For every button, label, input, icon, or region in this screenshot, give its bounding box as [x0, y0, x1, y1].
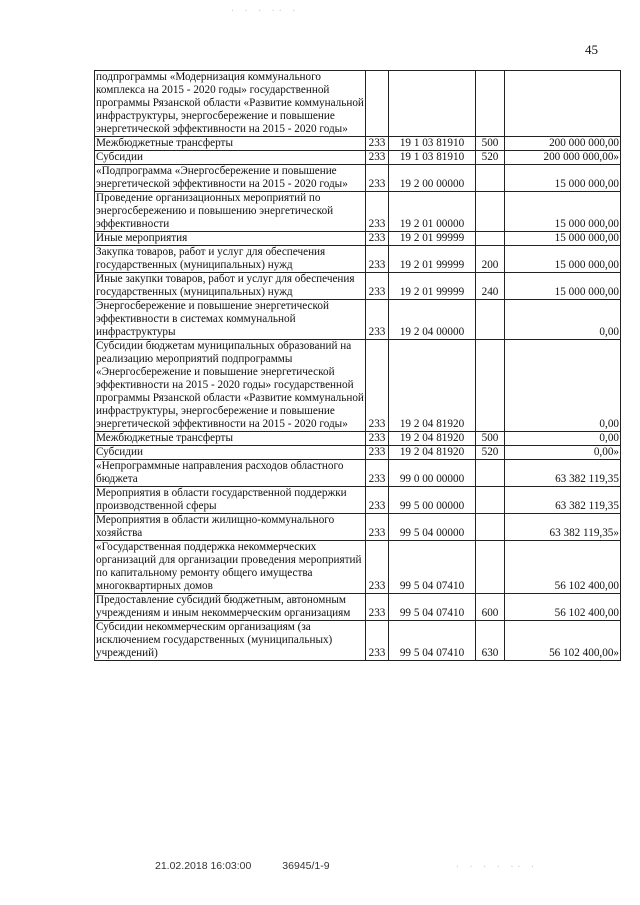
- row-expense-type: 200: [476, 246, 505, 273]
- row-amount: 15 000 000,00: [505, 192, 621, 232]
- row-name: Субсидии: [95, 446, 366, 460]
- row-ministry-code: 233: [366, 232, 389, 246]
- row-name: Иные мероприятия: [95, 232, 366, 246]
- table-row: [95, 151, 621, 165]
- table-row: [95, 165, 621, 192]
- table-row: [95, 594, 621, 621]
- row-target-article: 99 5 00 00000: [389, 487, 476, 514]
- row-amount: 63 382 119,35: [505, 487, 621, 514]
- row-target-article: 99 0 00 00000: [389, 460, 476, 487]
- row-expense-type: 240: [476, 273, 505, 300]
- row-name: Энергосбережение и повышение энергетической эффективности в системах коммунальной инфраструктуры: [95, 300, 366, 340]
- table-row: [95, 300, 621, 340]
- row-ministry-code: 233: [366, 137, 389, 151]
- row-name: «Непрограммные направления расходов областного бюджета: [95, 460, 366, 487]
- table-row: [95, 340, 621, 432]
- row-target-article: 19 2 04 81920: [389, 446, 476, 460]
- row-target-article: 99 5 04 07410: [389, 594, 476, 621]
- row-amount: 56 102 400,00: [505, 594, 621, 621]
- row-target-article: 99 5 04 07410: [389, 621, 476, 661]
- row-amount: [505, 71, 621, 137]
- budget-table-body: [95, 71, 621, 661]
- table-row: [95, 514, 621, 541]
- row-amount: 0,00: [505, 432, 621, 446]
- row-target-article: 19 2 00 00000: [389, 165, 476, 192]
- row-target-article: 99 5 04 07410: [389, 541, 476, 594]
- row-ministry-code: 233: [366, 300, 389, 340]
- budget-table: [94, 70, 621, 661]
- row-ministry-code: 233: [366, 460, 389, 487]
- table-row: [95, 232, 621, 246]
- table-row: [95, 246, 621, 273]
- table-row: [95, 192, 621, 232]
- row-name: «Подпрограмма «Энергосбережение и повышение энергетической эффективности на 2015 - 2020 годы»: [95, 165, 366, 192]
- row-ministry-code: 233: [366, 246, 389, 273]
- row-ministry-code: 233: [366, 514, 389, 541]
- row-expense-type: 630: [476, 621, 505, 661]
- row-name: Субсидии некоммерческим организациям (за исключением государственных (муниципальных) учреждений): [95, 621, 366, 661]
- table-row: [95, 137, 621, 151]
- row-amount: 56 102 400,00: [505, 541, 621, 594]
- row-expense-type: [476, 165, 505, 192]
- row-amount: 0,00»: [505, 446, 621, 460]
- row-target-article: 19 2 01 99999: [389, 246, 476, 273]
- footer-datetime: 21.02.2018 16:03:00: [155, 860, 252, 872]
- row-name: Мероприятия в области государственной поддержки производственной сферы: [95, 487, 366, 514]
- row-amount: 0,00: [505, 300, 621, 340]
- row-target-article: 19 2 01 99999: [389, 273, 476, 300]
- row-name: Межбюджетные трансферты: [95, 137, 366, 151]
- row-target-article: 19 1 03 81910: [389, 151, 476, 165]
- row-ministry-code: 233: [366, 541, 389, 594]
- row-ministry-code: 233: [366, 621, 389, 661]
- row-ministry-code: 233: [366, 165, 389, 192]
- scan-noise: . . . .. .: [230, 4, 299, 13]
- row-target-article: 19 1 03 81910: [389, 137, 476, 151]
- row-name: Мероприятия в области жилищно-коммунального хозяйства: [95, 514, 366, 541]
- row-expense-type: [476, 192, 505, 232]
- row-name: Субсидии бюджетам муниципальных образований на реализацию мероприятий подпрограммы «Энергосбережение и повышение энергетической эффективности на 2015 - 2020 годы» государственной программы Рязанской области «Развитие коммунальной инфраструктуры, энергосбережение и повышение энергетической эффективности на 2015 - 2020 годы»: [96, 340, 364, 430]
- row-amount: 0,00: [505, 340, 621, 432]
- table-row: [95, 273, 621, 300]
- row-expense-type: [476, 487, 505, 514]
- row-ministry-code: 233: [366, 340, 389, 432]
- row-target-article: 19 2 04 81920: [389, 432, 476, 446]
- row-amount: 200 000 000,00»: [505, 151, 621, 165]
- table-row: [95, 621, 621, 661]
- row-name: Проведение организационных мероприятий по энергосбережению и повышению энергетической эффективности: [95, 192, 366, 232]
- row-expense-type: [476, 300, 505, 340]
- row-ministry-code: 233: [366, 192, 389, 232]
- row-expense-type: [476, 340, 505, 432]
- row-expense-type: [476, 541, 505, 594]
- row-amount: 15 000 000,00: [505, 232, 621, 246]
- row-expense-type: 600: [476, 594, 505, 621]
- row-amount: 63 382 119,35: [505, 460, 621, 487]
- row-ministry-code: 233: [366, 594, 389, 621]
- row-ministry-code: 233: [366, 487, 389, 514]
- row-amount: 15 000 000,00: [505, 165, 621, 192]
- row-ministry-code: 233: [366, 432, 389, 446]
- row-name: подпрограммы «Модернизация коммунального комплекса на 2015 - 2020 годы» государственной программы Рязанской области «Развитие коммунальной инфраструктуры, энергосбережение и повышение энергетической эффективности на 2015 - 2020 годы»: [96, 71, 364, 135]
- footer-doc-id: 36945/1-9: [282, 860, 330, 872]
- table-row: [95, 432, 621, 446]
- row-name: Закупка товаров, работ и услуг для обеспечения государственных (муниципальных) нужд: [95, 246, 366, 273]
- row-ministry-code: 233: [366, 151, 389, 165]
- row-name: Иные закупки товаров, работ и услуг для обеспечения государственных (муниципальных) нужд: [95, 273, 366, 300]
- table-row: [95, 71, 621, 137]
- row-target-article: 19 2 04 00000: [389, 300, 476, 340]
- table-row: [95, 446, 621, 460]
- row-expense-type: [476, 514, 505, 541]
- row-name: Субсидии: [95, 151, 366, 165]
- row-expense-type: 520: [476, 151, 505, 165]
- row-target-article: 19 2 04 81920: [389, 340, 476, 432]
- row-name: Предоставление субсидий бюджетным, автономным учреждениям и иным некоммерческим организациям: [95, 594, 366, 621]
- row-target-article: [389, 71, 476, 137]
- row-ministry-code: 233: [366, 446, 389, 460]
- row-expense-type: [476, 71, 505, 137]
- table-row: [95, 541, 621, 594]
- row-expense-type: 520: [476, 446, 505, 460]
- row-target-article: 99 5 04 00000: [389, 514, 476, 541]
- row-amount: 15 000 000,00: [505, 246, 621, 273]
- row-target-article: 19 2 01 00000: [389, 192, 476, 232]
- row-ministry-code: [366, 71, 389, 137]
- table-row: [95, 460, 621, 487]
- page-number: 45: [585, 42, 598, 57]
- row-amount: 200 000 000,00: [505, 137, 621, 151]
- row-amount: 15 000 000,00: [505, 273, 621, 300]
- row-name: Межбюджетные трансферты: [95, 432, 366, 446]
- row-target-article: 19 2 01 99999: [389, 232, 476, 246]
- footer-stamp: [155, 860, 330, 872]
- row-expense-type: [476, 232, 505, 246]
- row-ministry-code: 233: [366, 273, 389, 300]
- scan-noise: . . . . .. .: [455, 860, 537, 869]
- table-row: [95, 487, 621, 514]
- row-expense-type: [476, 460, 505, 487]
- row-name: «Государственная поддержка некоммерческих организаций для организации проведения мероприятий по капитальному ремонту общего имущества многоквартирных домов: [95, 541, 366, 594]
- row-amount: 56 102 400,00»: [505, 621, 621, 661]
- row-expense-type: 500: [476, 137, 505, 151]
- row-amount: 63 382 119,35»: [505, 514, 621, 541]
- row-expense-type: 500: [476, 432, 505, 446]
